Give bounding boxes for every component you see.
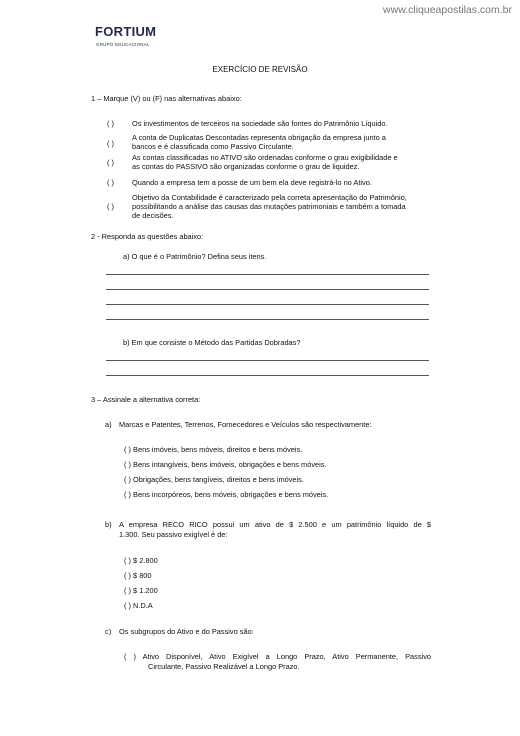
q1-item-1: Os investimentos de terceiros na sociedade são fontes do Patrimônio Líquido. <box>132 119 388 128</box>
q3a-question: Marcas e Patentes, Terrenos, Fornecedores e Veículos são respectivamente: <box>119 420 372 429</box>
q3b-option-3[interactable]: ( ) $ 1.200 <box>124 586 158 595</box>
fortium-logo: FORTIUM <box>95 24 157 39</box>
q3-heading: 3 – Assinale a alternativa correta: <box>91 395 201 404</box>
q2-question-b: b) Em que consiste o Método das Partidas Dobradas? <box>123 338 301 347</box>
q1-paren-5[interactable]: ( ) <box>107 202 114 211</box>
answer-line[interactable] <box>106 274 429 275</box>
q1-item-3: As contas classificadas no ATIVO são ordenadas conforme o grau exigibilidade e as contas do PASSIVO são organizadas conforme o grau de liquidez. <box>132 153 398 171</box>
q3b-option-4[interactable]: ( ) N.D.A <box>124 601 153 610</box>
q1-paren-3[interactable]: ( ) <box>107 158 114 167</box>
answer-line[interactable] <box>106 304 429 305</box>
q3b-option-2[interactable]: ( ) $ 800 <box>124 571 152 580</box>
q3c-question: Os subgrupos do Ativo e do Passivo são: <box>119 627 254 636</box>
q2-question-a: a) O que é o Patrimônio? Defina seus itens. <box>123 252 267 261</box>
q3a-option-2[interactable]: ( ) Bens intangíveis, bens imóveis, obrigações e bens móveis. <box>124 460 327 469</box>
q1-item-4: Quando a empresa tem a posse de um bem ela deve registrá-lo no Ativo. <box>132 178 372 187</box>
answer-line[interactable] <box>106 375 429 376</box>
q3a-option-3[interactable]: ( ) Obrigações, bens tangíveis, direitos e bens imóveis. <box>124 475 304 484</box>
q3a-option-1[interactable]: ( ) Bens imóveis, bens móveis, direitos e bens móveis. <box>124 445 303 454</box>
answer-line[interactable] <box>106 360 429 361</box>
q1-paren-2[interactable]: ( ) <box>107 139 114 148</box>
q2-heading: 2 - Responda as questões abaixo: <box>91 232 204 241</box>
answer-line[interactable] <box>106 289 429 290</box>
q3c-label: c) <box>105 627 112 636</box>
q1-item-5: Objetivo da Contabilidade é caracterizado pela correta apresentação do Patrimônio, possibilitando a análise das causas das mutações patrimoniais e também a tomada de decisões. <box>132 193 407 220</box>
q3b-option-1[interactable]: ( ) $ 2.800 <box>124 556 158 565</box>
q3a-option-4[interactable]: ( ) Bens incorpóreos, bens móveis, obrigações e bens móveis. <box>124 490 329 499</box>
site-url: www.cliqueapostilas.com.br <box>383 4 512 16</box>
page-title: EXERCÍCIO DE REVISÃO <box>212 65 308 74</box>
q3c-option-1-line-2: Circulante, Passivo Realizável a Longo Prazo. <box>148 662 300 671</box>
q3c-option-1-line-1[interactable]: ( ) Ativo Disponível, Ativo Exigível a Longo Prazo, Ativo Permanente, Passivo <box>124 652 431 661</box>
q3a-label: a) <box>105 420 112 429</box>
q3b-question-line-2: 1.300. Seu passivo exigível é de: <box>119 530 228 539</box>
logo-subtitle: GRUPO EDUCACIONAL <box>96 42 150 47</box>
q1-paren-4[interactable]: ( ) <box>107 178 114 187</box>
q3b-label: b) <box>105 520 112 529</box>
q1-paren-1[interactable]: ( ) <box>107 119 114 128</box>
answer-line[interactable] <box>106 319 429 320</box>
q1-heading: 1 – Marque (V) ou (F) nas alternativas abaixo: <box>91 94 242 103</box>
q3b-question-line-1: A empresa RECO RICO possui um ativo de $ 2.500 e um patrimônio líquido de $ <box>119 520 431 529</box>
q1-item-2: A conta de Duplicatas Descontadas representa obrigação da empresa junto a bancos e é classificada como Passivo Circulante. <box>132 133 386 151</box>
